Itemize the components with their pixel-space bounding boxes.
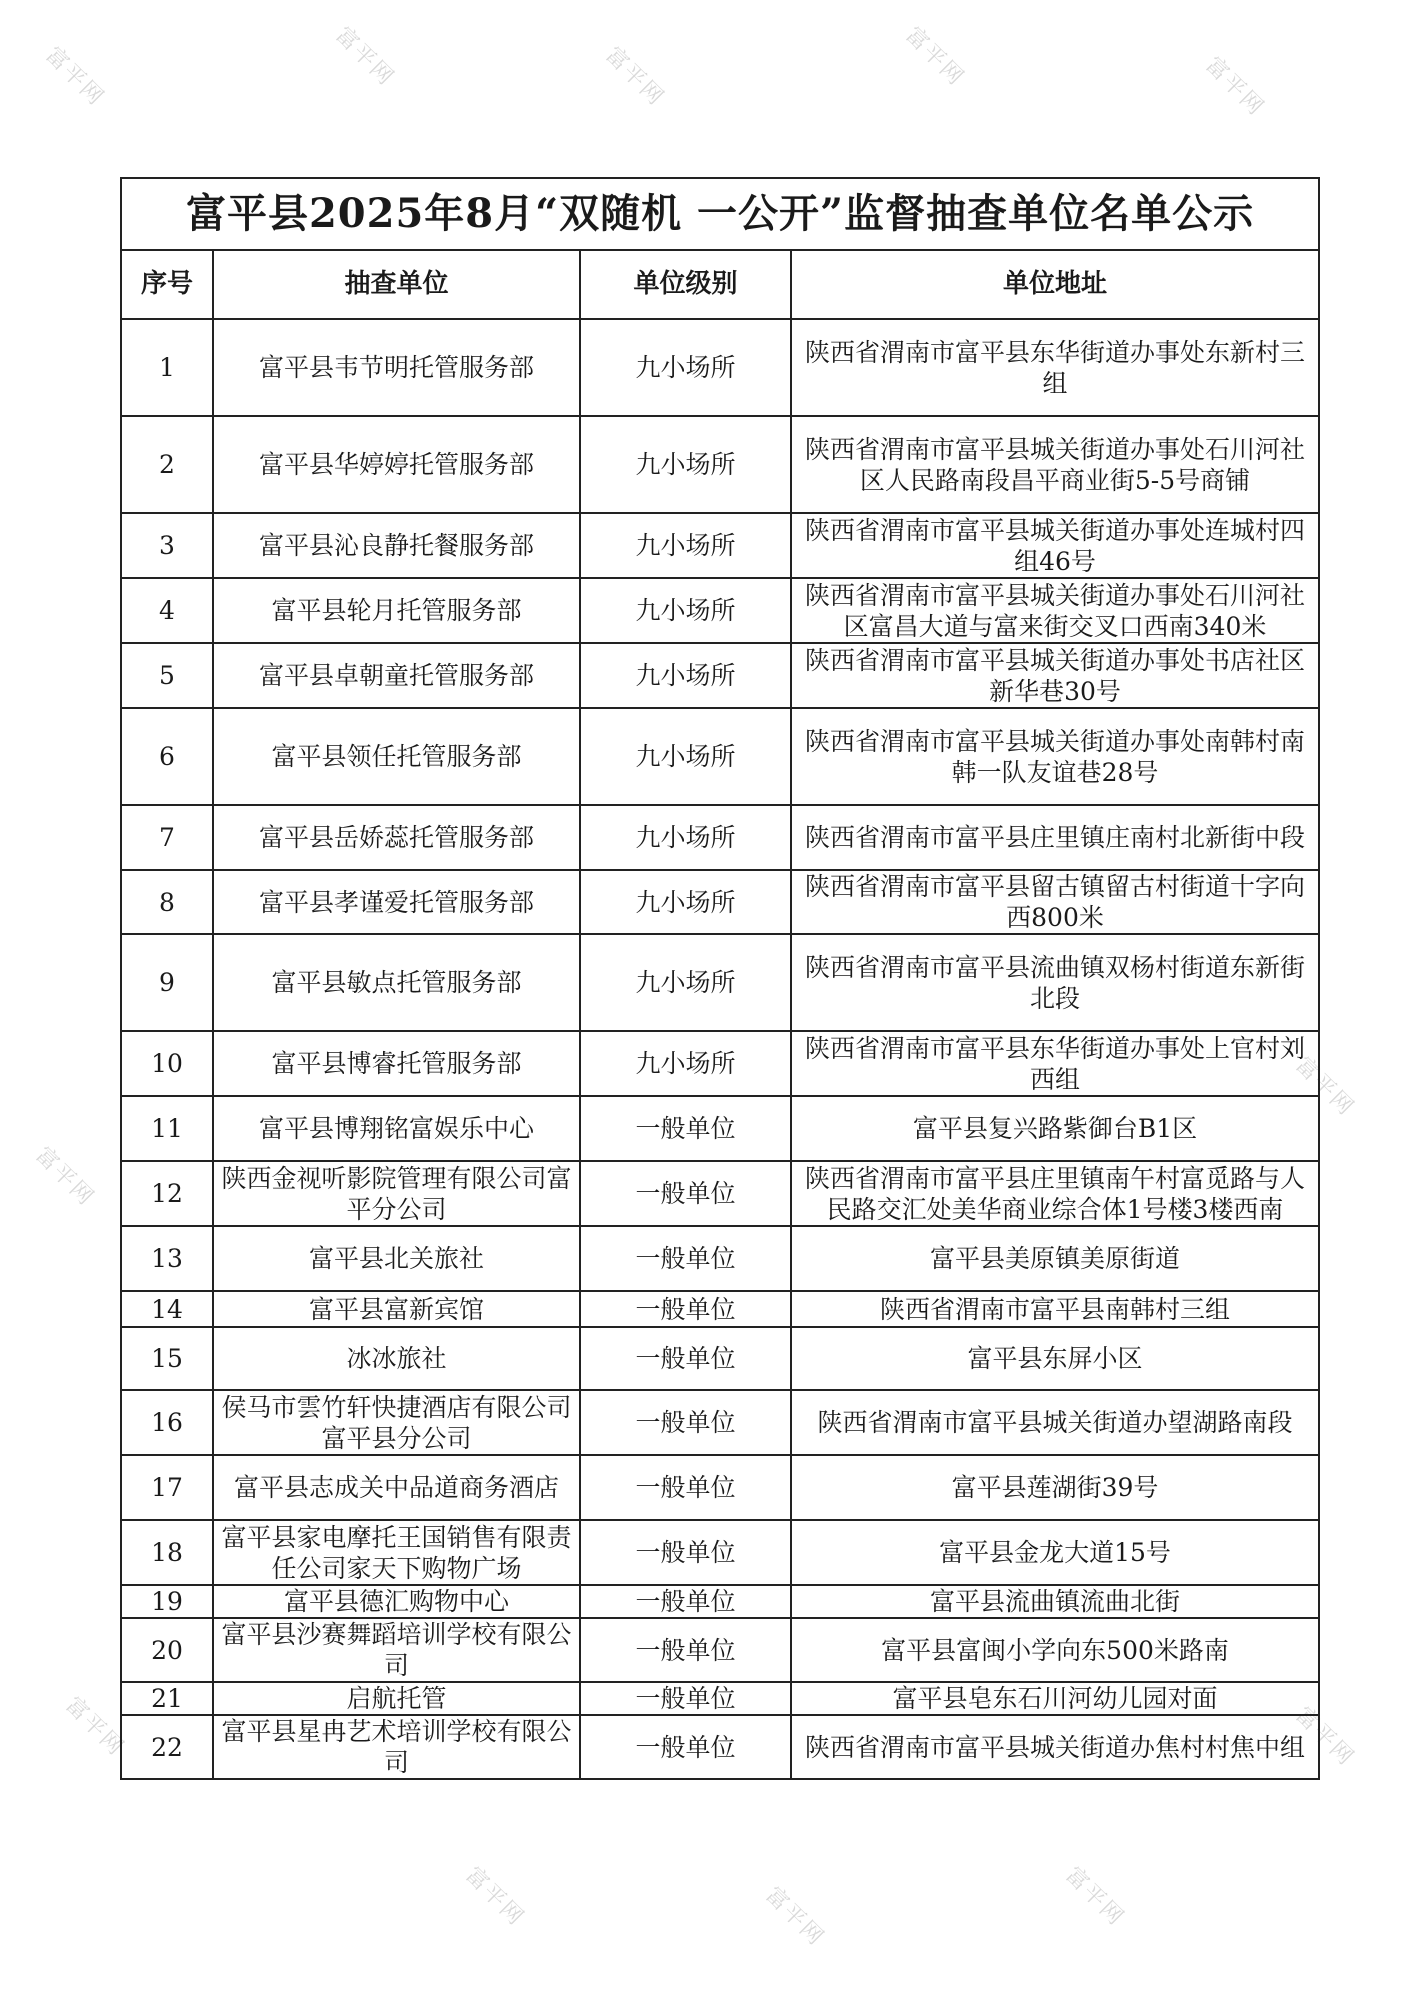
cell-address: 陕西省渭南市富平县城关街道办事处南韩村南韩一队友谊巷28号 [791,708,1319,805]
cell-seq: 3 [121,513,213,578]
cell-seq: 4 [121,578,213,643]
cell-level: 一般单位 [580,1161,791,1226]
cell-unit: 富平县家电摩托王国销售有限责任公司家天下购物广场 [213,1520,580,1585]
cell-level: 一般单位 [580,1226,791,1291]
table-row [121,1618,1319,1682]
table-row [121,1585,1319,1618]
cell-level: 一般单位 [580,1291,791,1327]
cell-seq: 19 [121,1585,213,1618]
watermark-text: 富平网 [40,42,109,112]
table-row [121,934,1319,1031]
cell-unit: 富平县沁良静托餐服务部 [213,513,580,578]
header-unit: 抽查单位 [213,250,580,319]
cell-level: 九小场所 [580,319,791,416]
cell-level: 九小场所 [580,1031,791,1096]
cell-unit: 富平县富新宾馆 [213,1291,580,1327]
cell-level: 一般单位 [580,1327,791,1390]
cell-unit: 富平县博翔铭富娱乐中心 [213,1096,580,1161]
cell-address: 富平县皂东石川河幼儿园对面 [791,1682,1319,1715]
header-level: 单位级别 [580,250,791,319]
table-row [121,1327,1319,1390]
table-row [121,1682,1319,1715]
cell-level: 一般单位 [580,1455,791,1520]
watermark-text: 富平网 [1290,1052,1359,1122]
cell-level: 九小场所 [580,416,791,513]
cell-seq: 13 [121,1226,213,1291]
table-row [121,708,1319,805]
table-row [121,870,1319,934]
cell-address: 陕西省渭南市富平县庄里镇南午村富觅路与人民路交汇处美华商业综合体1号楼3楼西南 [791,1161,1319,1226]
watermark-text: 富平网 [330,22,399,92]
cell-address: 富平县东屏小区 [791,1327,1319,1390]
cell-seq: 15 [121,1327,213,1390]
table-row [121,1520,1319,1585]
cell-unit: 富平县轮月托管服务部 [213,578,580,643]
cell-address: 陕西省渭南市富平县城关街道办事处石川河社区人民路南段昌平商业街5-5号商铺 [791,416,1319,513]
cell-level: 一般单位 [580,1585,791,1618]
cell-seq: 6 [121,708,213,805]
cell-unit: 冰冰旅社 [213,1327,580,1390]
roster-sheet [120,177,1318,1780]
table-row [121,1715,1319,1779]
cell-seq: 11 [121,1096,213,1161]
cell-seq: 12 [121,1161,213,1226]
cell-level: 九小场所 [580,578,791,643]
table-row [121,1390,1319,1455]
cell-address: 陕西省渭南市富平县庄里镇庄南村北新街中段 [791,805,1319,870]
cell-unit: 富平县沙赛舞蹈培训学校有限公司 [213,1618,580,1682]
cell-address: 陕西省渭南市富平县城关街道办望湖路南段 [791,1390,1319,1455]
header-row [121,250,1319,319]
watermark-text: 富平网 [1290,1702,1359,1772]
cell-address: 陕西省渭南市富平县城关街道办焦村村焦中组 [791,1715,1319,1779]
cell-address: 富平县富闽小学向东500米路南 [791,1618,1319,1682]
cell-address: 富平县复兴路紫御台B1区 [791,1096,1319,1161]
table-row [121,1291,1319,1327]
cell-level: 九小场所 [580,708,791,805]
cell-unit: 富平县卓朝童托管服务部 [213,643,580,708]
cell-seq: 8 [121,870,213,934]
cell-seq: 1 [121,319,213,416]
watermark-text: 富平网 [30,1142,99,1212]
table-row [121,643,1319,708]
cell-unit: 富平县博睿托管服务部 [213,1031,580,1096]
cell-unit: 富平县孝谨爱托管服务部 [213,870,580,934]
inspection-table [120,177,1320,1780]
cell-address: 富平县流曲镇流曲北街 [791,1585,1319,1618]
cell-seq: 5 [121,643,213,708]
header-seq: 序号 [121,250,213,319]
cell-address: 陕西省渭南市富平县南韩村三组 [791,1291,1319,1327]
table-row [121,1161,1319,1226]
cell-unit: 侯马市雲竹轩快捷酒店有限公司富平县分公司 [213,1390,580,1455]
header-address: 单位地址 [791,250,1319,319]
cell-seq: 14 [121,1291,213,1327]
cell-address: 富平县莲湖街39号 [791,1455,1319,1520]
cell-unit: 富平县星冉艺术培训学校有限公司 [213,1715,580,1779]
cell-address: 陕西省渭南市富平县城关街道办事处石川河社区富昌大道与富来街交叉口西南340米 [791,578,1319,643]
cell-level: 一般单位 [580,1520,791,1585]
cell-seq: 20 [121,1618,213,1682]
table-row [121,805,1319,870]
table-row [121,578,1319,643]
cell-unit: 陕西金视听影院管理有限公司富平分公司 [213,1161,580,1226]
cell-unit: 富平县北关旅社 [213,1226,580,1291]
table-row [121,1096,1319,1161]
table-row [121,1455,1319,1520]
title-row [121,178,1319,250]
cell-seq: 10 [121,1031,213,1096]
cell-level: 一般单位 [580,1096,791,1161]
cell-seq: 22 [121,1715,213,1779]
cell-level: 九小场所 [580,870,791,934]
cell-unit: 富平县华婷婷托管服务部 [213,416,580,513]
cell-unit: 富平县敏点托管服务部 [213,934,580,1031]
cell-level: 一般单位 [580,1682,791,1715]
cell-address: 陕西省渭南市富平县流曲镇双杨村街道东新街北段 [791,934,1319,1031]
cell-level: 一般单位 [580,1715,791,1779]
cell-level: 九小场所 [580,934,791,1031]
page-title: 富平县2025年8月“双随机 一公开”监督抽查单位名单公示 [121,178,1319,250]
cell-unit: 富平县领任托管服务部 [213,708,580,805]
watermark-text: 富平网 [1200,52,1269,122]
table-row [121,513,1319,578]
cell-seq: 21 [121,1682,213,1715]
cell-address: 陕西省渭南市富平县城关街道办事处书店社区新华巷30号 [791,643,1319,708]
table-row [121,1226,1319,1291]
cell-address: 富平县美原镇美原街道 [791,1226,1319,1291]
cell-level: 九小场所 [580,513,791,578]
cell-address: 富平县金龙大道15号 [791,1520,1319,1585]
cell-level: 九小场所 [580,643,791,708]
cell-address: 陕西省渭南市富平县东华街道办事处东新村三组 [791,319,1319,416]
cell-level: 一般单位 [580,1618,791,1682]
cell-seq: 9 [121,934,213,1031]
cell-seq: 16 [121,1390,213,1455]
cell-seq: 17 [121,1455,213,1520]
table-row [121,319,1319,416]
watermark-text: 富平网 [900,22,969,92]
cell-address: 陕西省渭南市富平县留古镇留古村街道十字向西800米 [791,870,1319,934]
cell-seq: 7 [121,805,213,870]
table-row [121,416,1319,513]
cell-unit: 富平县志成关中品道商务酒店 [213,1455,580,1520]
watermark-text: 富平网 [60,1692,129,1762]
cell-unit: 富平县岳娇蕊托管服务部 [213,805,580,870]
watermark-text: 富平网 [1060,1862,1129,1932]
cell-unit: 富平县韦节明托管服务部 [213,319,580,416]
watermark-text: 富平网 [600,42,669,112]
cell-address: 陕西省渭南市富平县东华街道办事处上官村刘西组 [791,1031,1319,1096]
cell-seq: 2 [121,416,213,513]
cell-level: 一般单位 [580,1390,791,1455]
cell-address: 陕西省渭南市富平县城关街道办事处连城村四组46号 [791,513,1319,578]
cell-level: 九小场所 [580,805,791,870]
cell-unit: 富平县德汇购物中心 [213,1585,580,1618]
cell-unit: 启航托管 [213,1682,580,1715]
cell-seq: 18 [121,1520,213,1585]
watermark-text: 富平网 [760,1882,829,1952]
table-row [121,1031,1319,1096]
watermark-text: 富平网 [460,1862,529,1932]
